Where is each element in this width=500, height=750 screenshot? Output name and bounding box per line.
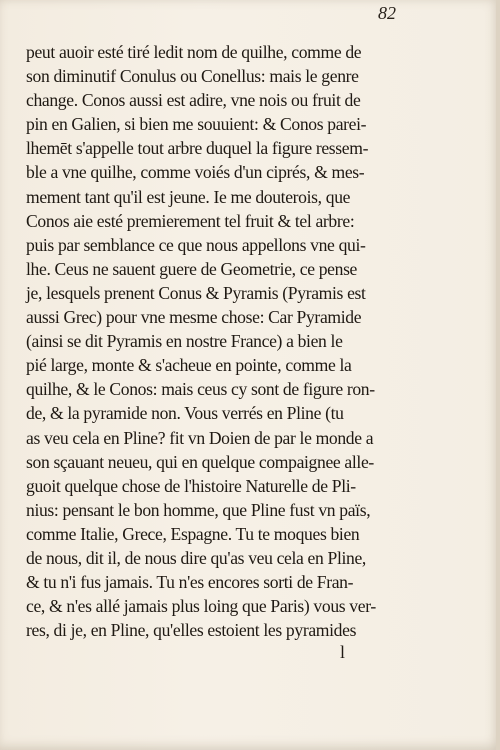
text-line: son diminutif Conulus ou Conellus: mais le genre	[26, 66, 359, 87]
text-line: ce, & n'es allé jamais plus loing que Paris) vous ver-	[26, 596, 376, 617]
text-line: (ainsi se dit Pyramis en nostre France) a bien le	[26, 331, 343, 352]
text-line: puis par semblance ce que nous appellons vne qui-	[26, 234, 366, 255]
text-line: & tu n'i fus jamais. Tu n'es encores sorti de Fran-	[26, 572, 354, 593]
text-line: as veu cela en Pline? fit vn Doien de par le monde a	[26, 427, 374, 448]
text-line: Conos aie esté premierement tel fruit & tel arbre:	[26, 210, 355, 231]
text-line: son sçauant neueu, qui en quelque compaignee alle-	[26, 451, 374, 472]
text-line: quilhe, & le Conos: mais ceus cy sont de figure ron-	[26, 379, 375, 400]
text-line: de nous, dit il, de nous dire qu'as veu cela en Pline,	[26, 547, 366, 568]
text-line: aussi Grec) pour vne mesme chose: Car Pyramide	[26, 307, 362, 328]
text-line: lhe. Ceus ne sauent guere de Geometrie, ce pense	[26, 258, 358, 279]
text-line: change. Conos aussi est adire, vne nois ou fruit de	[26, 90, 361, 111]
page-edge	[496, 0, 500, 750]
text-line: nius: pensant le bon homme, que Pline fust vn païs,	[26, 499, 371, 520]
text-line: res, di je, en Pline, qu'elles estoient les pyramides	[26, 620, 357, 641]
text-line: ble a vne quilhe, comme voiés d'un ciprés, & mes-	[26, 162, 365, 183]
text-line: pié large, monte & s'acheue en pointe, comme la	[26, 355, 352, 376]
text-line: de, & la pyramide non. Vous verrés en Pline (tu	[26, 403, 344, 424]
text-line: peut auoir esté tiré ledit nom de quilhe, comme de	[26, 42, 362, 62]
text-line: mement tant qu'il est jeune. Ie me douterois, que	[26, 186, 351, 207]
page-number: 82	[378, 3, 396, 23]
text-line: je, lesquels prenent Conus & Pyramis (Pyramis est	[26, 282, 366, 303]
text-line: comme Italie, Grece, Espagne. Tu te moques bien	[26, 523, 360, 544]
text-line: guoit quelque chose de l'histoire Naturelle de Pli-	[26, 475, 356, 496]
signature-mark: l	[340, 642, 346, 662]
body-text	[26, 40, 406, 642]
text-line: pin en Galien, si bien me souuient: & Conos parei-	[26, 114, 367, 135]
text-line: lhemēt s'appelle tout arbre duquel la figure ressem-	[26, 138, 369, 159]
